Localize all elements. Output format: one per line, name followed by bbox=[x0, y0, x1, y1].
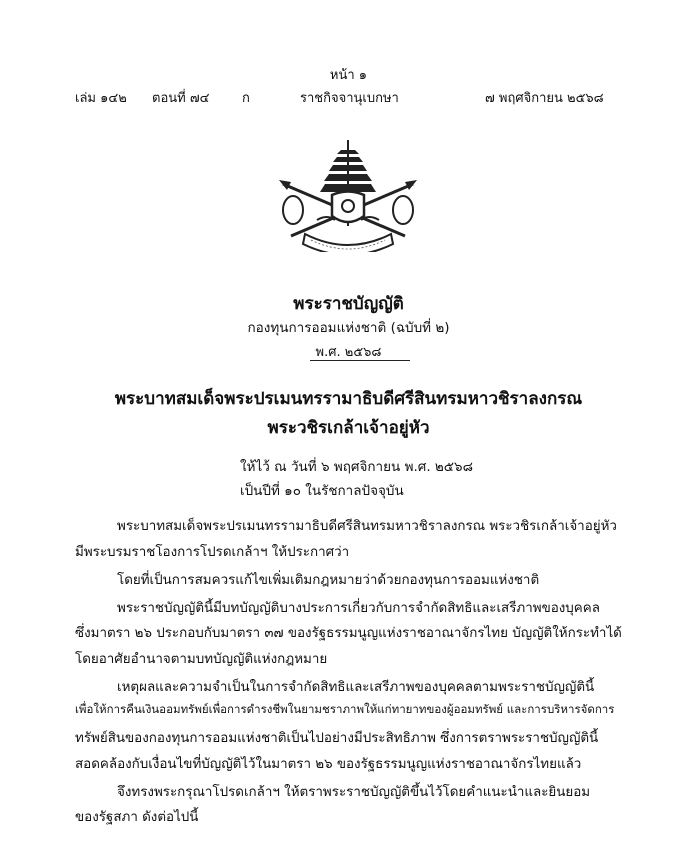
gazette-name: ราชกิจจานุเบกษา bbox=[300, 91, 399, 106]
section-number: ตอนที่ ๗๔ bbox=[152, 91, 210, 106]
body-line: พระราชบัญญัตินี้มีบทบัญญัติบางประการเกี่ยวกับการจำกัดสิทธิและเสรีภาพของบุคคล bbox=[117, 601, 600, 616]
gazette-date: ๗ พฤศจิกายน ๒๕๖๘ bbox=[485, 91, 604, 106]
body-line: โดยอาศัยอำนาจตามบทบัญญัติแห่งกฎหมาย bbox=[75, 652, 328, 667]
body-line: มีพระบรมราชโองการโปรดเกล้าฯ ให้ประกาศว่า bbox=[75, 545, 350, 560]
volume-number: เล่ม ๑๔๒ bbox=[75, 91, 127, 106]
body-line: ซึ่งมาตรา ๒๖ ประกอบกับมาตรา ๓๗ ของรัฐธรรมนูญแห่งราชอาณาจักรไทย บัญญัติให้กระทำได้ bbox=[75, 626, 622, 641]
body-line: เหตุผลและความจำเป็นในการจำกัดสิทธิและเสรีภาพของบุคคลตามพระราชบัญญัตินี้ bbox=[117, 680, 595, 695]
reign-year: เป็นปีที่ ๑๐ ในรัชกาลปัจจุบัน bbox=[240, 483, 404, 499]
act-title: พระราชบัญญัติ bbox=[293, 294, 404, 314]
body-line: สอดคล้องกับเงื่อนไขที่บัญญัติไว้ในมาตรา ๒๖ ของรัฐธรรมนูญแห่งราชอาณาจักรไทยแล้ว bbox=[75, 757, 582, 772]
title-divider bbox=[310, 360, 410, 361]
act-name: กองทุนการออมแห่งชาติ (ฉบับที่ ๒) bbox=[247, 320, 450, 336]
king-name-line1: พระบาทสมเด็จพระปรเมนทรรามาธิบดีศรีสินทรมหาวชิราลงกรณ bbox=[114, 389, 583, 409]
body-line: ทรัพย์สินของกองทุนการออมแห่งชาติเป็นไปอย่างมีประสิทธิภาพ ซึ่งการตราพระราชบัญญัตินี้ bbox=[75, 731, 599, 746]
section-letter: ก bbox=[242, 91, 250, 106]
act-year: พ.ศ. ๒๕๖๘ bbox=[315, 345, 382, 360]
body-line: พระบาทสมเด็จพระปรเมนทรรามาธิบดีศรีสินทรมหาวชิราลงกรณ พระวชิรเกล้าเจ้าอยู่หัว bbox=[117, 519, 617, 534]
body-line: โดยที่เป็นการสมควรแก้ไขเพิ่มเติมกฎหมายว่าด้วยกองทุนการออมแห่งชาติ bbox=[117, 573, 540, 588]
royal-emblem bbox=[277, 140, 419, 252]
king-name-line2: พระวชิรเกล้าเจ้าอยู่หัว bbox=[267, 418, 430, 438]
body-line: จึงทรงพระกรุณาโปรดเกล้าฯ ให้ตราพระราชบัญญัติขึ้นไว้โดยคำแนะนำและยินยอม bbox=[117, 785, 591, 800]
given-date: ให้ไว้ ณ วันที่ ๖ พฤศจิกายน พ.ศ. ๒๕๖๘ bbox=[240, 459, 474, 475]
body-line: ของรัฐสภา ดังต่อไปนี้ bbox=[75, 810, 199, 825]
page-number: หน้า ๑ bbox=[329, 68, 368, 83]
body-line: เพื่อให้การคืนเงินออมทรัพย์เพื่อการดำรงชีพในยามชราภาพให้แก่ทายาทของผู้ออมทรัพย์ และการบริหารจัดการ bbox=[75, 702, 615, 716]
